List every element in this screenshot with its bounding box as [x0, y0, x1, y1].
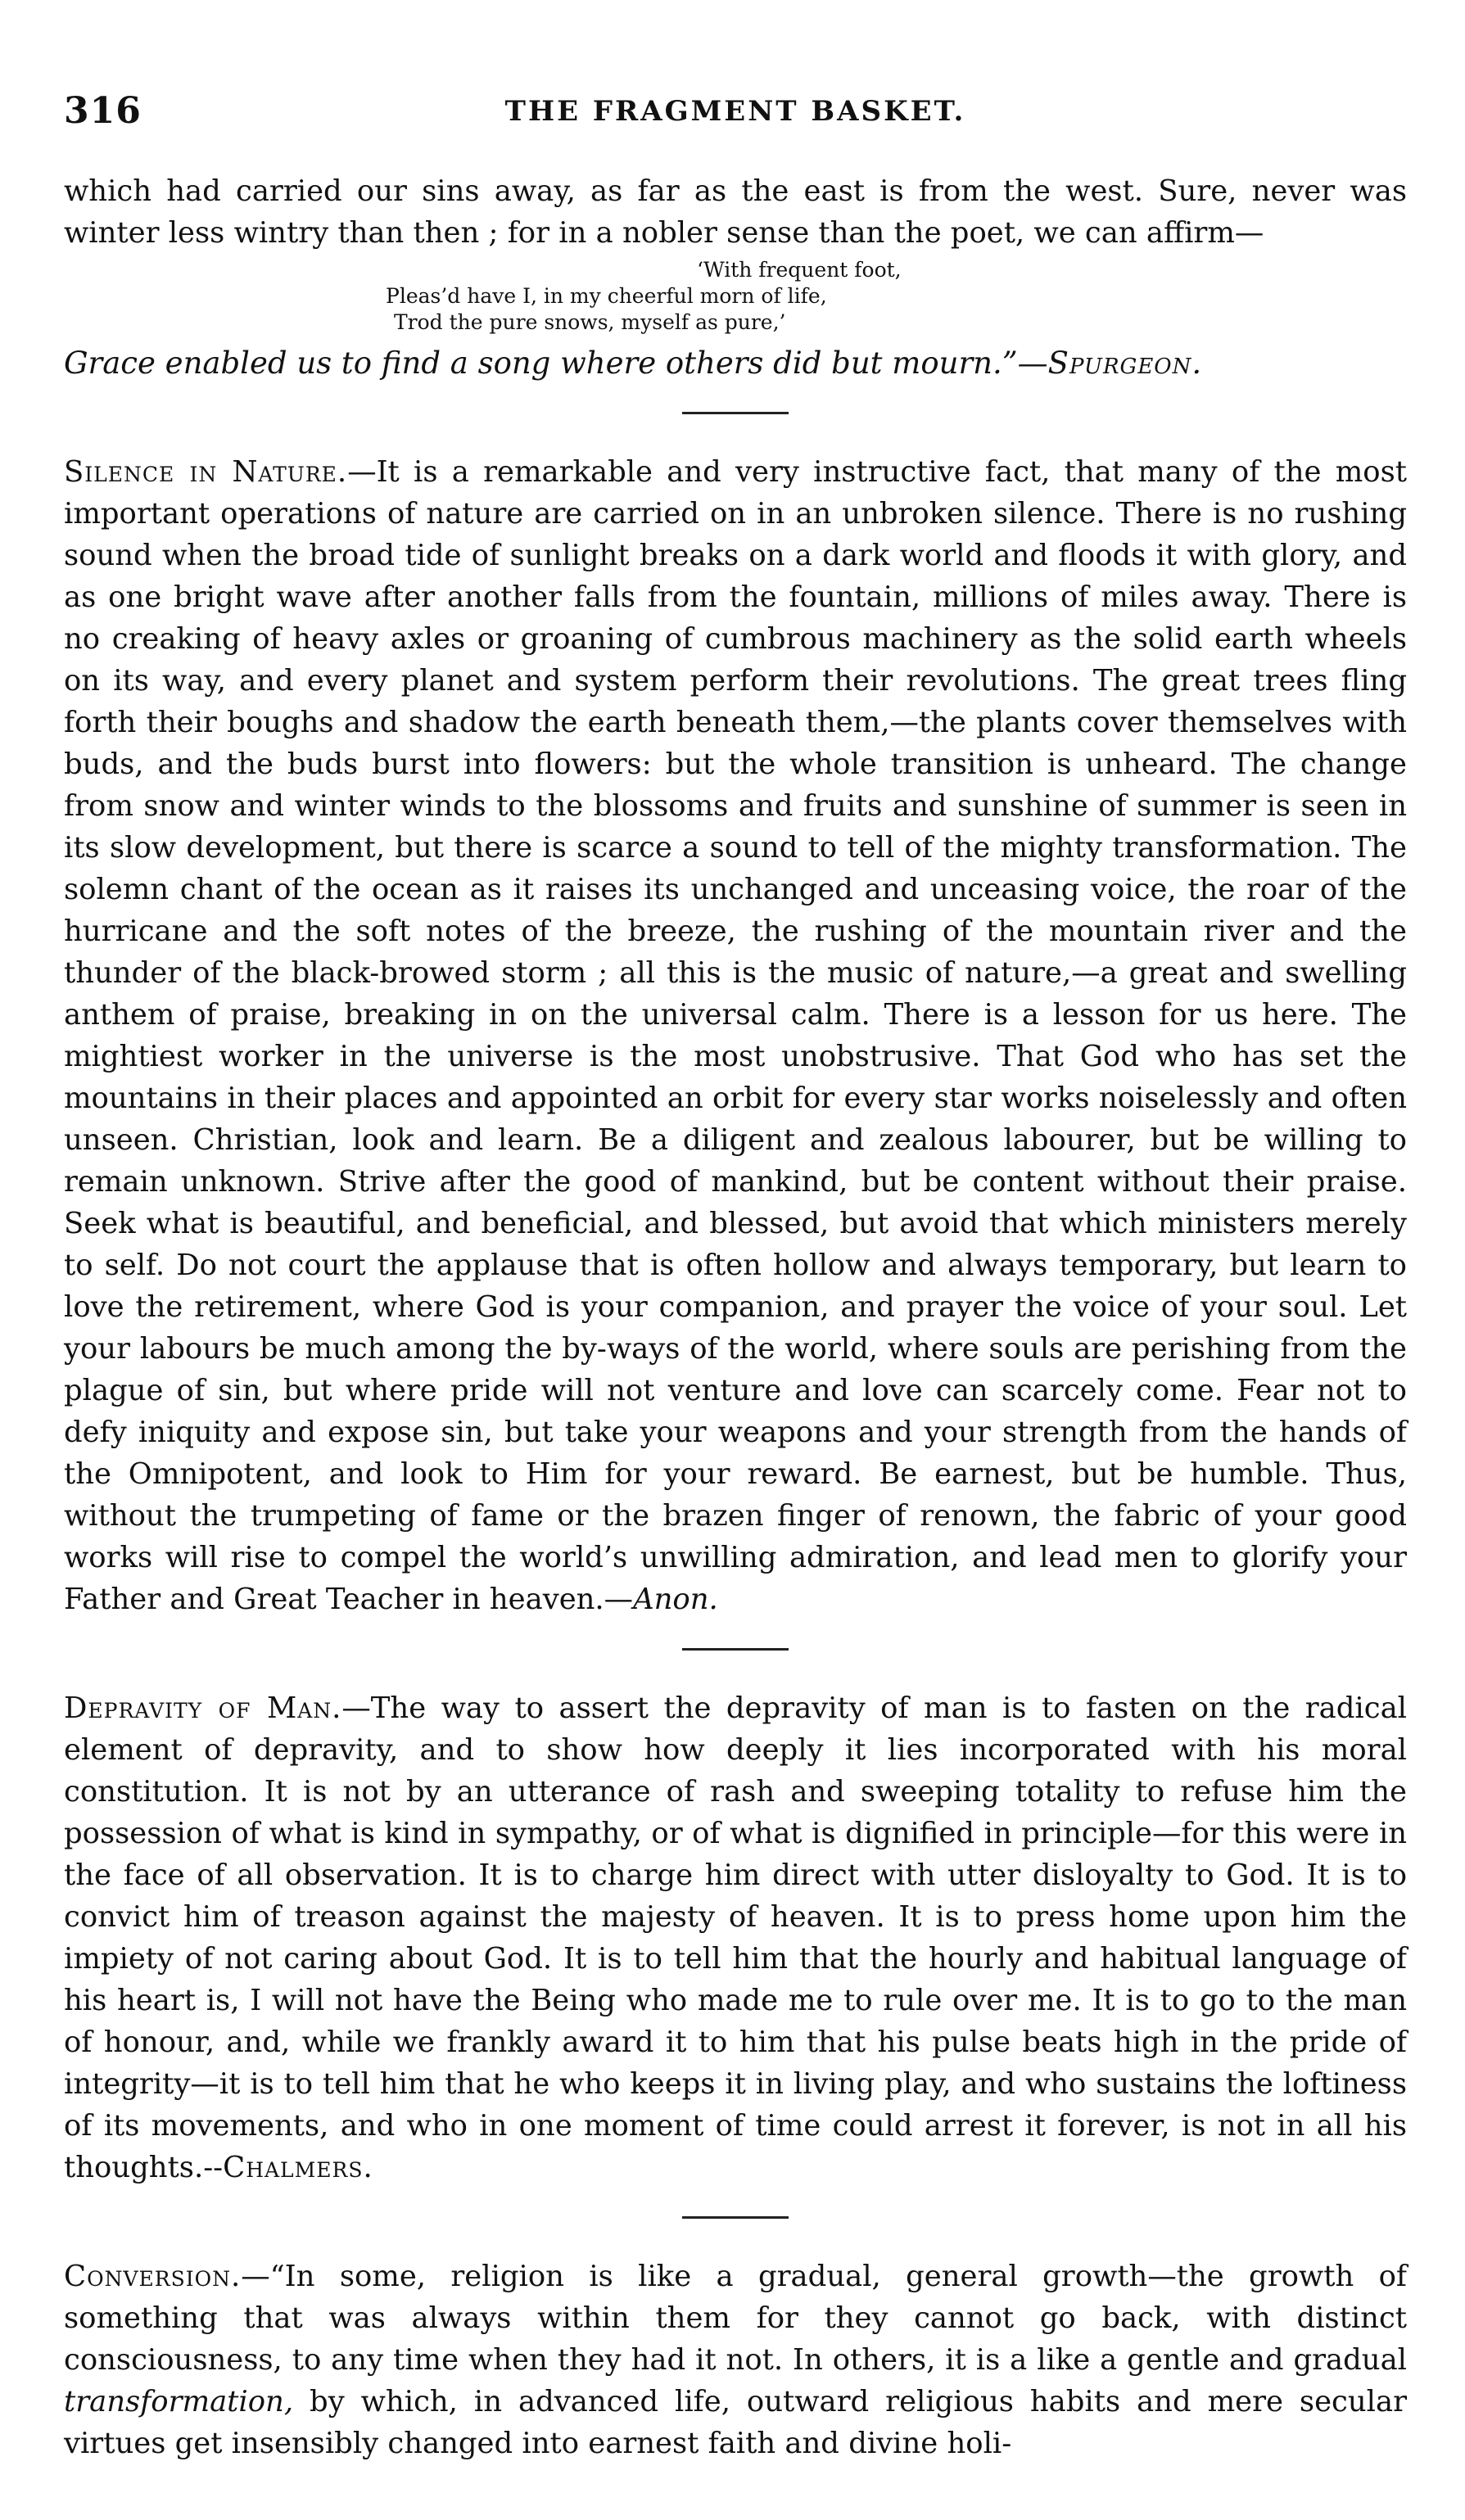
silence-heading: Silence in Nature. [64, 455, 348, 489]
section-divider [682, 1648, 789, 1651]
depravity-paragraph [64, 1687, 1407, 2188]
silence-paragraph [64, 451, 1407, 1620]
spurgeon-closing-line [64, 342, 1407, 384]
conversion-emphasis: transformation, [64, 2385, 294, 2418]
page-number: 316 [64, 90, 142, 132]
conversion-heading: Conversion. [64, 2260, 242, 2293]
depravity-of-man-article [64, 1687, 1407, 2188]
silence-text: —It is a remarkable and very instructive fact, that many of the most important operations of nature are carried on in an unbroken silence. There is no rushing sound when the broad tide of sunlight breaks on a dark world and floods it with glory, and as one bright wave after another falls from the fountain, millions of miles away. There is no creaking of heavy axles or groaning of cumbrous machinery as the solid earth wheels on its way, and every planet and system perform their revolutions. The great trees fling forth their boughs and shadow the earth beneath them,—the plants cover themselves with buds, and the buds burst into flowers: but the whole transition is unheard. The change from snow and winter winds to the blossoms and fruits and sunshine of summer is seen in its slow development, but there is scarce a sound to tell of the mighty transformation. The solemn chant of the ocean as it raises its unchanged and unceasing voice, the roar of the hurricane and the soft notes of the breeze, the rushing of the mountain river and the thunder of the black-browed storm ; all this is the music of nature,—a great and swelling anthem of praise, breaking in on the universal calm. There is a lesson for us here. The mightiest worker in the universe is the most unobstrusive. That God who has set the mountains in their places and appointed an orbit for every star works noiselessly and often unseen. Christian, look and learn. Be a diligent and zealous labourer, but be willing to remain unknown. Strive after the good of mankind, but be content without their praise. Seek what is beautiful, and beneficial, and blessed, but avoid that which ministers merely to self. Do not court the applause that is often hollow and always temporary, but learn to love the retirement, where God is your companion, and prayer the voice of your soul. Let your labours be much among the by-ways of the world, where souls are perishing from the plague of sin, but where pride will not venture and love can scarcely come. Fear not to defy iniquity and expose sin, but take your weapons and your strength from the hands of the Omnipotent, and look to Him for your reward. Be earnest, but be humble. Thus, without the trumpeting of fame or the brazen finger of renown, the fabric of your good works will rise to compel the world’s unwilling admiration, and lead men to glorify your Father and Great Teacher in heaven.— [64, 455, 1407, 1616]
poem-line-2: Pleas’d have I, in my cheerful morn of life, [386, 284, 827, 308]
conversion-text-after: by which, in advanced life, outward religious habits and mere secular virtues get insensibly changed into earnest faith and divine holi- [64, 2385, 1407, 2460]
poem-line-1: ‘With frequent foot, [697, 258, 902, 282]
section-divider [682, 2216, 789, 2219]
conversion-paragraph [64, 2256, 1407, 2464]
spurgeon-excerpt [64, 170, 1407, 384]
running-title: THE FRAGMENT BASKET. [504, 95, 966, 128]
page-header [64, 90, 1407, 139]
silence-in-nature-article [64, 451, 1407, 1620]
silence-attribution: Anon. [633, 1583, 718, 1616]
depravity-attribution: Chalmers. [223, 2151, 373, 2184]
conversion-article [64, 2256, 1407, 2464]
section-divider [682, 412, 789, 414]
poem-line-3: Trod the pure snows, myself as pure,’ [394, 310, 786, 334]
spurgeon-intro: which had carried our sins away, as far as the east is from the west. Sure, never was winter less wintry than then ; for in a nobler sense than the poet, we can affirm— [64, 174, 1407, 250]
spurgeon-attribution: Spurgeon. [1047, 345, 1203, 381]
depravity-heading: Depravity of Man. [64, 1691, 342, 1725]
spurgeon-closing: Grace enabled us to find a song where others did but mourn.”— [64, 345, 1048, 381]
poem-quote [386, 257, 1407, 336]
depravity-text: —The way to assert the depravity of man is to fasten on the radical element of depravity, and to show how deeply it lies incorporated with his moral constitution. It is not by an utterance of rash and sweeping totality to refuse him the possession of what is kind in sympathy, or of what is dignified in principle—for this were in the face of all observation. It is to charge him direct with utter disloyalty to God. It is to convict him of treason against the majesty of heaven. It is to press home upon him the impiety of not caring about God. It is to tell him that the hourly and habitual language of his heart is, I will not have the Being who made me to rule over me. It is to go to the man of honour, and, while we frankly award it to him that his pulse beats high in the pride of integrity—it is to tell him that he who keeps it in living play, and who sustains the loftiness of its movements, and who in one moment of time could arrest it forever, is not in all his thoughts.-- [64, 1691, 1407, 2184]
conversion-text-before: —“In some, religion is like a gradual, general growth—the growth of something that was always within them for they cannot go back, with distinct consciousness, to any time when they had it not. In others, it is a like a gentle and gradual [64, 2260, 1407, 2377]
page-body [64, 170, 1407, 2464]
